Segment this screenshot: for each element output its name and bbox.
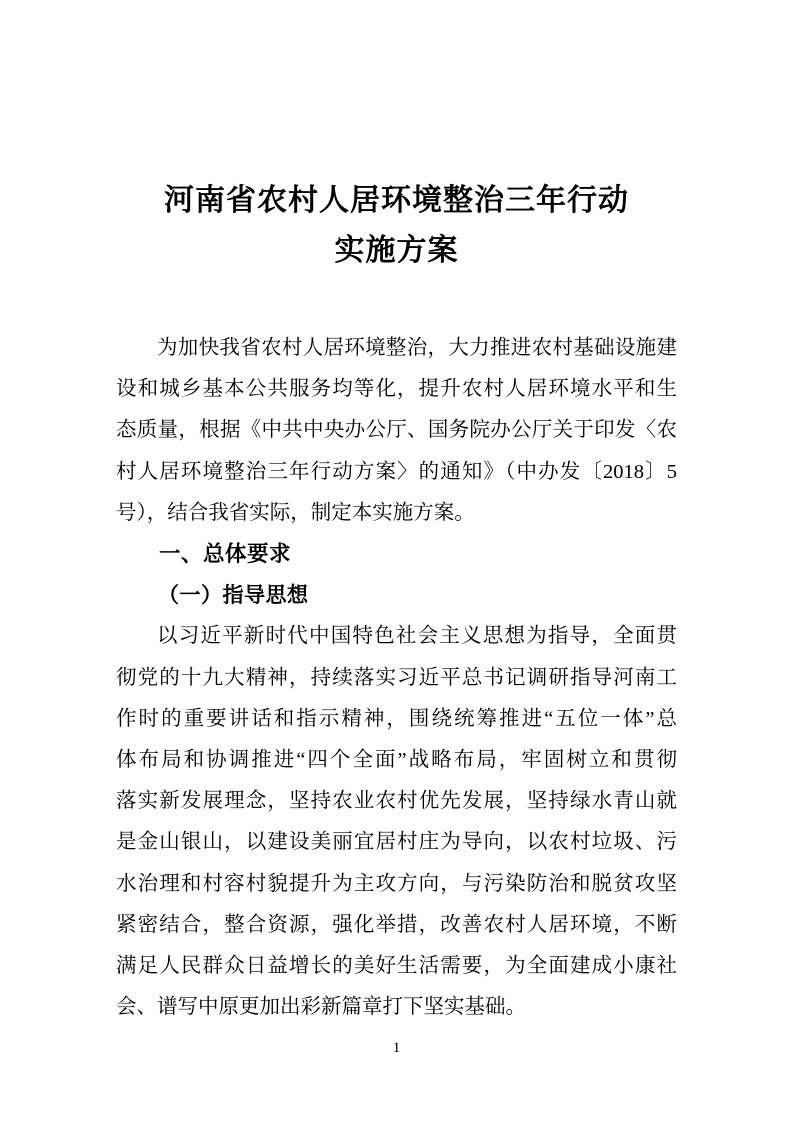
text-line: 体布局和协调推进“四个全面”战略布局，牢固树立和贯彻	[116, 749, 677, 772]
text-line: 水治理和村容村貌提升为主攻方向，与污染防治和脱贫攻坚	[116, 872, 677, 895]
text-line: 是金山银山，以建设美丽宜居村庄为导向，以农村垃圾、污	[116, 831, 677, 854]
text-line: 紧密结合，整合资源，强化举措，改善农村人居环境，不断	[116, 913, 677, 936]
section-1-heading: 一、总体要求	[159, 542, 292, 567]
section-1-sub-1-heading: （一）指导思想	[158, 583, 309, 608]
document-body	[116, 328, 677, 1028]
text-line: 设和城乡基本公共服务均等化，提升农村人居环境水平和生	[116, 378, 677, 401]
text-line: 作时的重要讲话和指示精神，围绕统筹推进“五位一体”总	[116, 707, 677, 730]
text-line: 会、谱写中原更加出彩新篇章打下坚实基础。	[116, 996, 526, 1019]
guiding-ideology-paragraph	[116, 616, 677, 1028]
text-line: 实施方案	[334, 234, 459, 267]
text-line: 彻党的十九大精神，持续落实习近平总书记调研指导河南工	[116, 666, 677, 689]
page-number: 1	[392, 1040, 401, 1056]
text-line: 满足人民群众日益增长的美好生活需要，为全面建成小康社	[116, 955, 677, 978]
text-line: 态质量，根据《中共中央办公厅、国务院办公厅关于印发〈农	[116, 419, 677, 442]
text-line: 村人居环境整治三年行动方案〉的通知》（中办发〔2018〕5	[116, 460, 677, 483]
text-line: 号），结合我省实际，制定本实施方案。	[116, 501, 475, 524]
text-line: 以习近平新时代中国特色社会主义思想为指导，全面贯	[157, 625, 677, 648]
text-line: 为加快我省农村人居环境整治，大力推进农村基础设施建	[157, 337, 677, 359]
document-title	[0, 176, 793, 276]
intro-paragraph	[116, 328, 677, 534]
text-line: 落实新发展理念，坚持农业农村优先发展，坚持绿水青山就	[116, 790, 677, 813]
text-line: 河南省农村人居环境整治三年行动	[164, 184, 629, 217]
